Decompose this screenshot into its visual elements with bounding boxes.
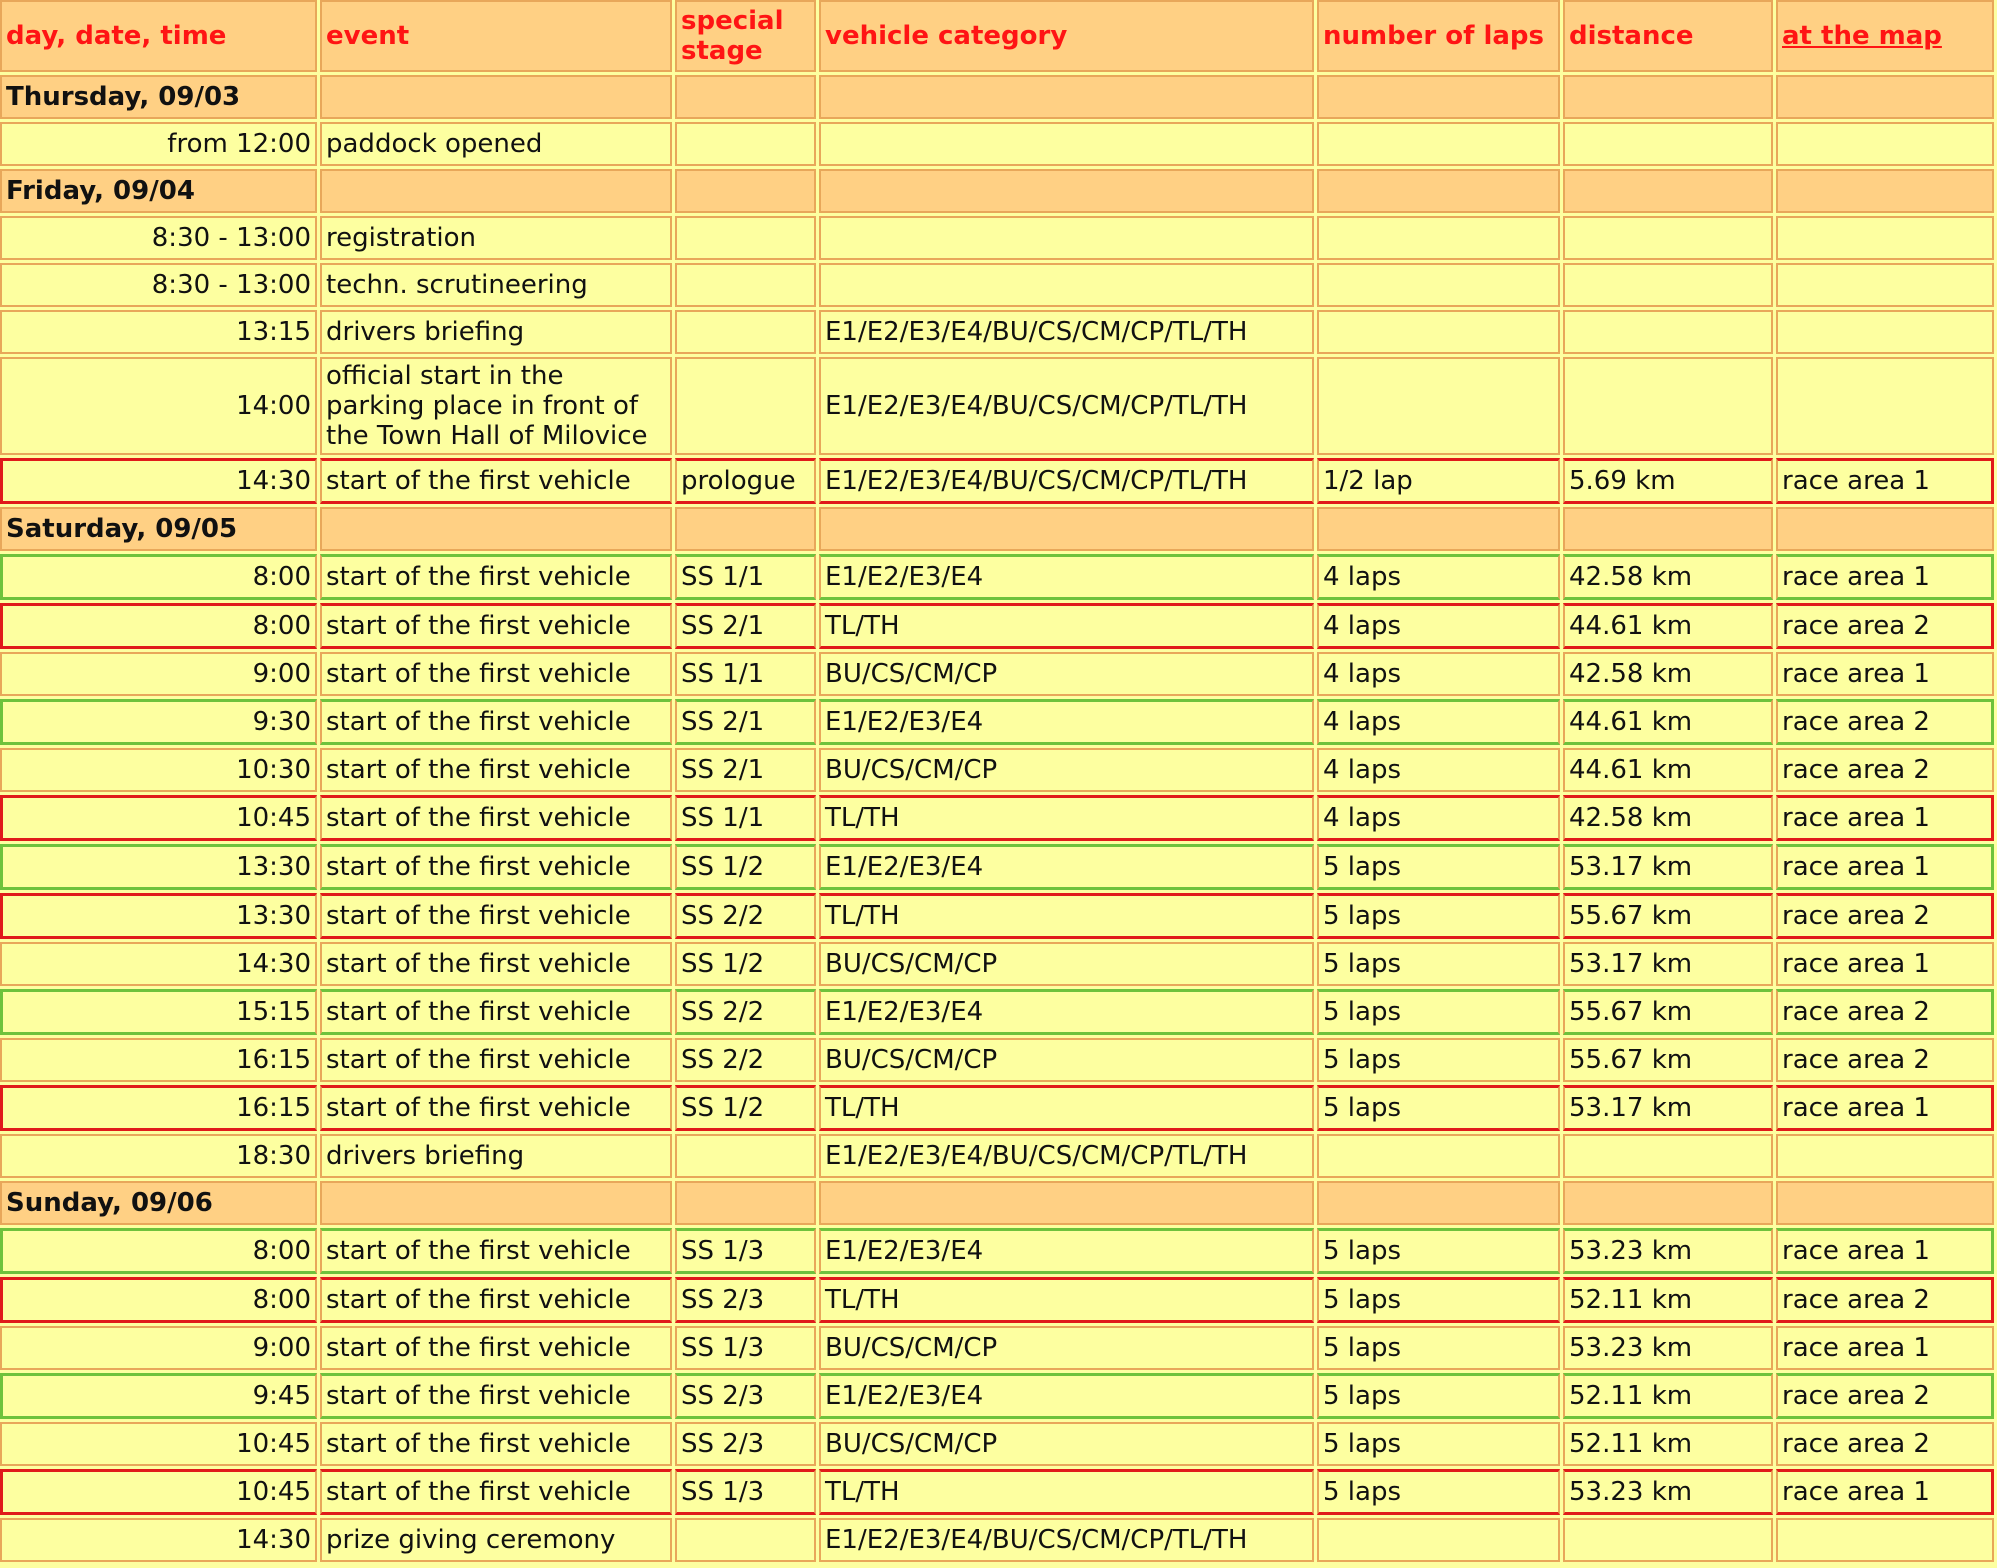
schedule-row xyxy=(0,1228,1994,1274)
cell-stage xyxy=(675,310,816,354)
cell-laps: 1/2 lap xyxy=(1317,458,1560,504)
cell-laps: 4 laps xyxy=(1317,652,1560,696)
cell-time: 8:00 xyxy=(0,1277,317,1323)
cell-stage: SS 2/1 xyxy=(675,603,816,649)
cell-distance: 52.11 km xyxy=(1563,1373,1773,1419)
schedule-row xyxy=(0,357,1994,455)
cell-event: start of the first vehicle xyxy=(320,1277,672,1323)
cell-distance: 52.11 km xyxy=(1563,1277,1773,1323)
day-label: Thursday, 09/03 xyxy=(0,75,317,119)
cell-category: E1/E2/E3/E4 xyxy=(819,844,1314,890)
header-category: vehicle category xyxy=(819,0,1314,72)
cell-category: E1/E2/E3/E4/BU/CS/CM/CP/TL/TH xyxy=(819,458,1314,504)
cell-laps xyxy=(1317,263,1560,307)
cell-category: E1/E2/E3/E4/BU/CS/CM/CP/TL/TH xyxy=(819,1134,1314,1178)
day-row xyxy=(0,169,1994,213)
cell-time: 13:15 xyxy=(0,310,317,354)
cell-category: E1/E2/E3/E4/BU/CS/CM/CP/TL/TH xyxy=(819,310,1314,354)
day-cell-empty xyxy=(675,1181,816,1225)
schedule-row xyxy=(0,1326,1994,1370)
cell-distance xyxy=(1563,263,1773,307)
day-cell-empty xyxy=(1563,75,1773,119)
day-cell-empty xyxy=(1776,169,1994,213)
cell-map: race area 2 xyxy=(1776,1422,1994,1466)
cell-laps xyxy=(1317,1134,1560,1178)
cell-stage: prologue xyxy=(675,458,816,504)
cell-event: start of the first vehicle xyxy=(320,942,672,986)
day-label: Saturday, 09/05 xyxy=(0,507,317,551)
cell-time: 16:15 xyxy=(0,1085,317,1131)
cell-distance: 44.61 km xyxy=(1563,699,1773,745)
cell-distance xyxy=(1563,122,1773,166)
cell-map: race area 2 xyxy=(1776,1373,1994,1419)
day-label: Sunday, 09/06 xyxy=(0,1181,317,1225)
day-cell-empty xyxy=(675,507,816,551)
cell-event: paddock opened xyxy=(320,122,672,166)
cell-map: race area 1 xyxy=(1776,1228,1994,1274)
cell-laps: 5 laps xyxy=(1317,1422,1560,1466)
cell-event: start of the first vehicle xyxy=(320,554,672,600)
cell-category: E1/E2/E3/E4/BU/CS/CM/CP/TL/TH xyxy=(819,357,1314,455)
cell-distance: 53.17 km xyxy=(1563,1085,1773,1131)
schedule-row xyxy=(0,554,1994,600)
day-cell-empty xyxy=(1776,507,1994,551)
cell-map: race area 1 xyxy=(1776,1326,1994,1370)
schedule-row xyxy=(0,942,1994,986)
cell-map xyxy=(1776,1518,1994,1562)
cell-map xyxy=(1776,1134,1994,1178)
cell-event: start of the first vehicle xyxy=(320,1228,672,1274)
cell-time: 9:00 xyxy=(0,1326,317,1370)
cell-event: start of the first vehicle xyxy=(320,1422,672,1466)
cell-time: 8:00 xyxy=(0,554,317,600)
header-row xyxy=(0,0,1994,72)
cell-map: race area 2 xyxy=(1776,1277,1994,1323)
schedule-row xyxy=(0,1134,1994,1178)
cell-laps: 5 laps xyxy=(1317,1228,1560,1274)
cell-stage: SS 2/1 xyxy=(675,748,816,792)
cell-stage: SS 1/3 xyxy=(675,1469,816,1515)
cell-map: race area 2 xyxy=(1776,1038,1994,1082)
cell-category: TL/TH xyxy=(819,1469,1314,1515)
schedule-row xyxy=(0,1373,1994,1419)
cell-time: 15:15 xyxy=(0,989,317,1035)
cell-laps: 5 laps xyxy=(1317,1085,1560,1131)
cell-category: BU/CS/CM/CP xyxy=(819,652,1314,696)
cell-laps: 4 laps xyxy=(1317,603,1560,649)
cell-time: 8:00 xyxy=(0,603,317,649)
day-row xyxy=(0,1181,1994,1225)
cell-map xyxy=(1776,310,1994,354)
schedule-row xyxy=(0,1038,1994,1082)
cell-distance xyxy=(1563,216,1773,260)
cell-distance: 53.23 km xyxy=(1563,1228,1773,1274)
cell-map: race area 2 xyxy=(1776,603,1994,649)
cell-distance: 55.67 km xyxy=(1563,893,1773,939)
day-cell-empty xyxy=(819,169,1314,213)
cell-category: E1/E2/E3/E4 xyxy=(819,699,1314,745)
cell-category: E1/E2/E3/E4 xyxy=(819,989,1314,1035)
cell-time: 14:30 xyxy=(0,458,317,504)
cell-category: TL/TH xyxy=(819,795,1314,841)
cell-event: start of the first vehicle xyxy=(320,1326,672,1370)
cell-event: start of the first vehicle xyxy=(320,1469,672,1515)
cell-map: race area 1 xyxy=(1776,844,1994,890)
cell-map xyxy=(1776,357,1994,455)
cell-time: 9:00 xyxy=(0,652,317,696)
cell-laps: 5 laps xyxy=(1317,1326,1560,1370)
cell-category: TL/TH xyxy=(819,603,1314,649)
day-cell-empty xyxy=(819,75,1314,119)
cell-map: race area 2 xyxy=(1776,893,1994,939)
schedule-body xyxy=(0,75,1994,1562)
cell-event: drivers briefing xyxy=(320,1134,672,1178)
cell-time: 14:30 xyxy=(0,942,317,986)
day-cell-empty xyxy=(819,1181,1314,1225)
cell-event: official start in the parking place in front of the Town Hall of Milovice xyxy=(320,357,672,455)
cell-time: 10:45 xyxy=(0,795,317,841)
cell-map: race area 1 xyxy=(1776,1469,1994,1515)
cell-event: start of the first vehicle xyxy=(320,1038,672,1082)
cell-laps: 5 laps xyxy=(1317,893,1560,939)
cell-event: techn. scrutineering xyxy=(320,263,672,307)
cell-time: 10:45 xyxy=(0,1422,317,1466)
cell-distance xyxy=(1563,310,1773,354)
day-cell-empty xyxy=(320,169,672,213)
day-cell-empty xyxy=(320,1181,672,1225)
cell-time: 16:15 xyxy=(0,1038,317,1082)
cell-event: start of the first vehicle xyxy=(320,844,672,890)
schedule-row xyxy=(0,1469,1994,1515)
cell-category xyxy=(819,263,1314,307)
cell-laps xyxy=(1317,1518,1560,1562)
cell-time: 10:45 xyxy=(0,1469,317,1515)
cell-event: start of the first vehicle xyxy=(320,893,672,939)
cell-laps: 4 laps xyxy=(1317,795,1560,841)
day-cell-empty xyxy=(1776,75,1994,119)
schedule-row xyxy=(0,122,1994,166)
cell-event: drivers briefing xyxy=(320,310,672,354)
header-distance: distance xyxy=(1563,0,1773,72)
cell-laps: 4 laps xyxy=(1317,699,1560,745)
day-row xyxy=(0,507,1994,551)
cell-stage: SS 2/3 xyxy=(675,1422,816,1466)
day-cell-empty xyxy=(1317,507,1560,551)
cell-laps: 5 laps xyxy=(1317,1373,1560,1419)
cell-event: start of the first vehicle xyxy=(320,603,672,649)
cell-stage: SS 1/2 xyxy=(675,942,816,986)
cell-map: race area 1 xyxy=(1776,652,1994,696)
schedule-row xyxy=(0,748,1994,792)
cell-laps: 5 laps xyxy=(1317,1038,1560,1082)
cell-time: 18:30 xyxy=(0,1134,317,1178)
cell-category: BU/CS/CM/CP xyxy=(819,1422,1314,1466)
day-row xyxy=(0,75,1994,119)
cell-event: start of the first vehicle xyxy=(320,1373,672,1419)
cell-laps: 5 laps xyxy=(1317,942,1560,986)
cell-distance: 42.58 km xyxy=(1563,554,1773,600)
header-time: day, date, time xyxy=(0,0,317,72)
schedule-row xyxy=(0,310,1994,354)
cell-map: race area 1 xyxy=(1776,942,1994,986)
cell-map: race area 2 xyxy=(1776,748,1994,792)
cell-time: 14:00 xyxy=(0,357,317,455)
cell-time: from 12:00 xyxy=(0,122,317,166)
cell-stage xyxy=(675,216,816,260)
day-cell-empty xyxy=(1317,169,1560,213)
cell-category: BU/CS/CM/CP xyxy=(819,1038,1314,1082)
cell-distance xyxy=(1563,1518,1773,1562)
schedule-row xyxy=(0,603,1994,649)
cell-event: prize giving ceremony xyxy=(320,1518,672,1562)
cell-event: registration xyxy=(320,216,672,260)
cell-distance: 42.58 km xyxy=(1563,795,1773,841)
cell-stage: SS 1/1 xyxy=(675,795,816,841)
cell-distance: 5.69 km xyxy=(1563,458,1773,504)
cell-stage: SS 2/2 xyxy=(675,893,816,939)
day-cell-empty xyxy=(675,169,816,213)
cell-laps: 4 laps xyxy=(1317,554,1560,600)
day-cell-empty xyxy=(1563,169,1773,213)
cell-map: race area 1 xyxy=(1776,458,1994,504)
schedule-row xyxy=(0,795,1994,841)
day-cell-empty xyxy=(1317,75,1560,119)
cell-category: TL/TH xyxy=(819,893,1314,939)
cell-stage: SS 1/1 xyxy=(675,652,816,696)
day-cell-empty xyxy=(1317,1181,1560,1225)
schedule-row xyxy=(0,1422,1994,1466)
day-label: Friday, 09/04 xyxy=(0,169,317,213)
schedule-row xyxy=(0,216,1994,260)
cell-distance: 53.17 km xyxy=(1563,942,1773,986)
header-laps: number of laps xyxy=(1317,0,1560,72)
cell-category xyxy=(819,216,1314,260)
cell-distance xyxy=(1563,357,1773,455)
cell-stage: SS 2/3 xyxy=(675,1373,816,1419)
cell-stage: SS 1/2 xyxy=(675,1085,816,1131)
schedule-row xyxy=(0,652,1994,696)
day-cell-empty xyxy=(1776,1181,1994,1225)
cell-category: BU/CS/CM/CP xyxy=(819,748,1314,792)
cell-stage xyxy=(675,122,816,166)
cell-stage: SS 2/1 xyxy=(675,699,816,745)
cell-time: 8:30 - 13:00 xyxy=(0,263,317,307)
schedule-row xyxy=(0,458,1994,504)
cell-time: 14:30 xyxy=(0,1518,317,1562)
day-cell-empty xyxy=(819,507,1314,551)
cell-stage xyxy=(675,357,816,455)
cell-distance: 55.67 km xyxy=(1563,1038,1773,1082)
cell-time: 9:30 xyxy=(0,699,317,745)
schedule-row xyxy=(0,989,1994,1035)
cell-category: TL/TH xyxy=(819,1277,1314,1323)
schedule-row xyxy=(0,263,1994,307)
cell-laps: 5 laps xyxy=(1317,844,1560,890)
cell-event: start of the first vehicle xyxy=(320,748,672,792)
cell-stage: SS 2/3 xyxy=(675,1277,816,1323)
cell-laps: 5 laps xyxy=(1317,989,1560,1035)
cell-distance: 44.61 km xyxy=(1563,603,1773,649)
cell-distance: 52.11 km xyxy=(1563,1422,1773,1466)
cell-distance: 44.61 km xyxy=(1563,748,1773,792)
cell-map: race area 1 xyxy=(1776,795,1994,841)
day-cell-empty xyxy=(675,75,816,119)
cell-stage xyxy=(675,263,816,307)
day-cell-empty xyxy=(320,507,672,551)
cell-time: 9:45 xyxy=(0,1373,317,1419)
cell-category xyxy=(819,122,1314,166)
cell-laps xyxy=(1317,122,1560,166)
cell-distance: 42.58 km xyxy=(1563,652,1773,696)
header-event: event xyxy=(320,0,672,72)
cell-category: E1/E2/E3/E4/BU/CS/CM/CP/TL/TH xyxy=(819,1518,1314,1562)
cell-map xyxy=(1776,216,1994,260)
cell-distance: 53.17 km xyxy=(1563,844,1773,890)
cell-laps xyxy=(1317,216,1560,260)
cell-category: BU/CS/CM/CP xyxy=(819,942,1314,986)
cell-laps: 4 laps xyxy=(1317,748,1560,792)
cell-distance: 55.67 km xyxy=(1563,989,1773,1035)
day-cell-empty xyxy=(320,75,672,119)
cell-time: 13:30 xyxy=(0,893,317,939)
cell-time: 8:00 xyxy=(0,1228,317,1274)
cell-stage: SS 1/1 xyxy=(675,554,816,600)
cell-category: E1/E2/E3/E4 xyxy=(819,1228,1314,1274)
cell-laps xyxy=(1317,357,1560,455)
cell-stage xyxy=(675,1518,816,1562)
cell-category: E1/E2/E3/E4 xyxy=(819,1373,1314,1419)
cell-category: TL/TH xyxy=(819,1085,1314,1131)
cell-map: race area 1 xyxy=(1776,1085,1994,1131)
cell-map: race area 1 xyxy=(1776,554,1994,600)
cell-laps xyxy=(1317,310,1560,354)
cell-event: start of the first vehicle xyxy=(320,458,672,504)
cell-event: start of the first vehicle xyxy=(320,1085,672,1131)
day-cell-empty xyxy=(1563,507,1773,551)
cell-distance: 53.23 km xyxy=(1563,1326,1773,1370)
cell-category: E1/E2/E3/E4 xyxy=(819,554,1314,600)
cell-event: start of the first vehicle xyxy=(320,699,672,745)
cell-stage: SS 1/3 xyxy=(675,1228,816,1274)
schedule-row xyxy=(0,1518,1994,1562)
schedule-row xyxy=(0,1277,1994,1323)
cell-event: start of the first vehicle xyxy=(320,989,672,1035)
cell-map xyxy=(1776,122,1994,166)
cell-event: start of the first vehicle xyxy=(320,795,672,841)
header-map-link[interactable]: at the map xyxy=(1776,0,1994,72)
cell-distance: 53.23 km xyxy=(1563,1469,1773,1515)
cell-laps: 5 laps xyxy=(1317,1469,1560,1515)
schedule-row xyxy=(0,844,1994,890)
schedule-row xyxy=(0,1085,1994,1131)
cell-map: race area 2 xyxy=(1776,989,1994,1035)
header-stage: special stage xyxy=(675,0,816,72)
day-cell-empty xyxy=(1563,1181,1773,1225)
cell-time: 13:30 xyxy=(0,844,317,890)
cell-stage: SS 2/2 xyxy=(675,989,816,1035)
schedule-row xyxy=(0,699,1994,745)
cell-stage: SS 1/2 xyxy=(675,844,816,890)
cell-stage: SS 1/3 xyxy=(675,1326,816,1370)
cell-category: BU/CS/CM/CP xyxy=(819,1326,1314,1370)
cell-time: 8:30 - 13:00 xyxy=(0,216,317,260)
cell-map: race area 2 xyxy=(1776,699,1994,745)
cell-distance xyxy=(1563,1134,1773,1178)
cell-map xyxy=(1776,263,1994,307)
cell-stage xyxy=(675,1134,816,1178)
cell-laps: 5 laps xyxy=(1317,1277,1560,1323)
cell-event: start of the first vehicle xyxy=(320,652,672,696)
schedule-row xyxy=(0,893,1994,939)
cell-stage: SS 2/2 xyxy=(675,1038,816,1082)
cell-time: 10:30 xyxy=(0,748,317,792)
